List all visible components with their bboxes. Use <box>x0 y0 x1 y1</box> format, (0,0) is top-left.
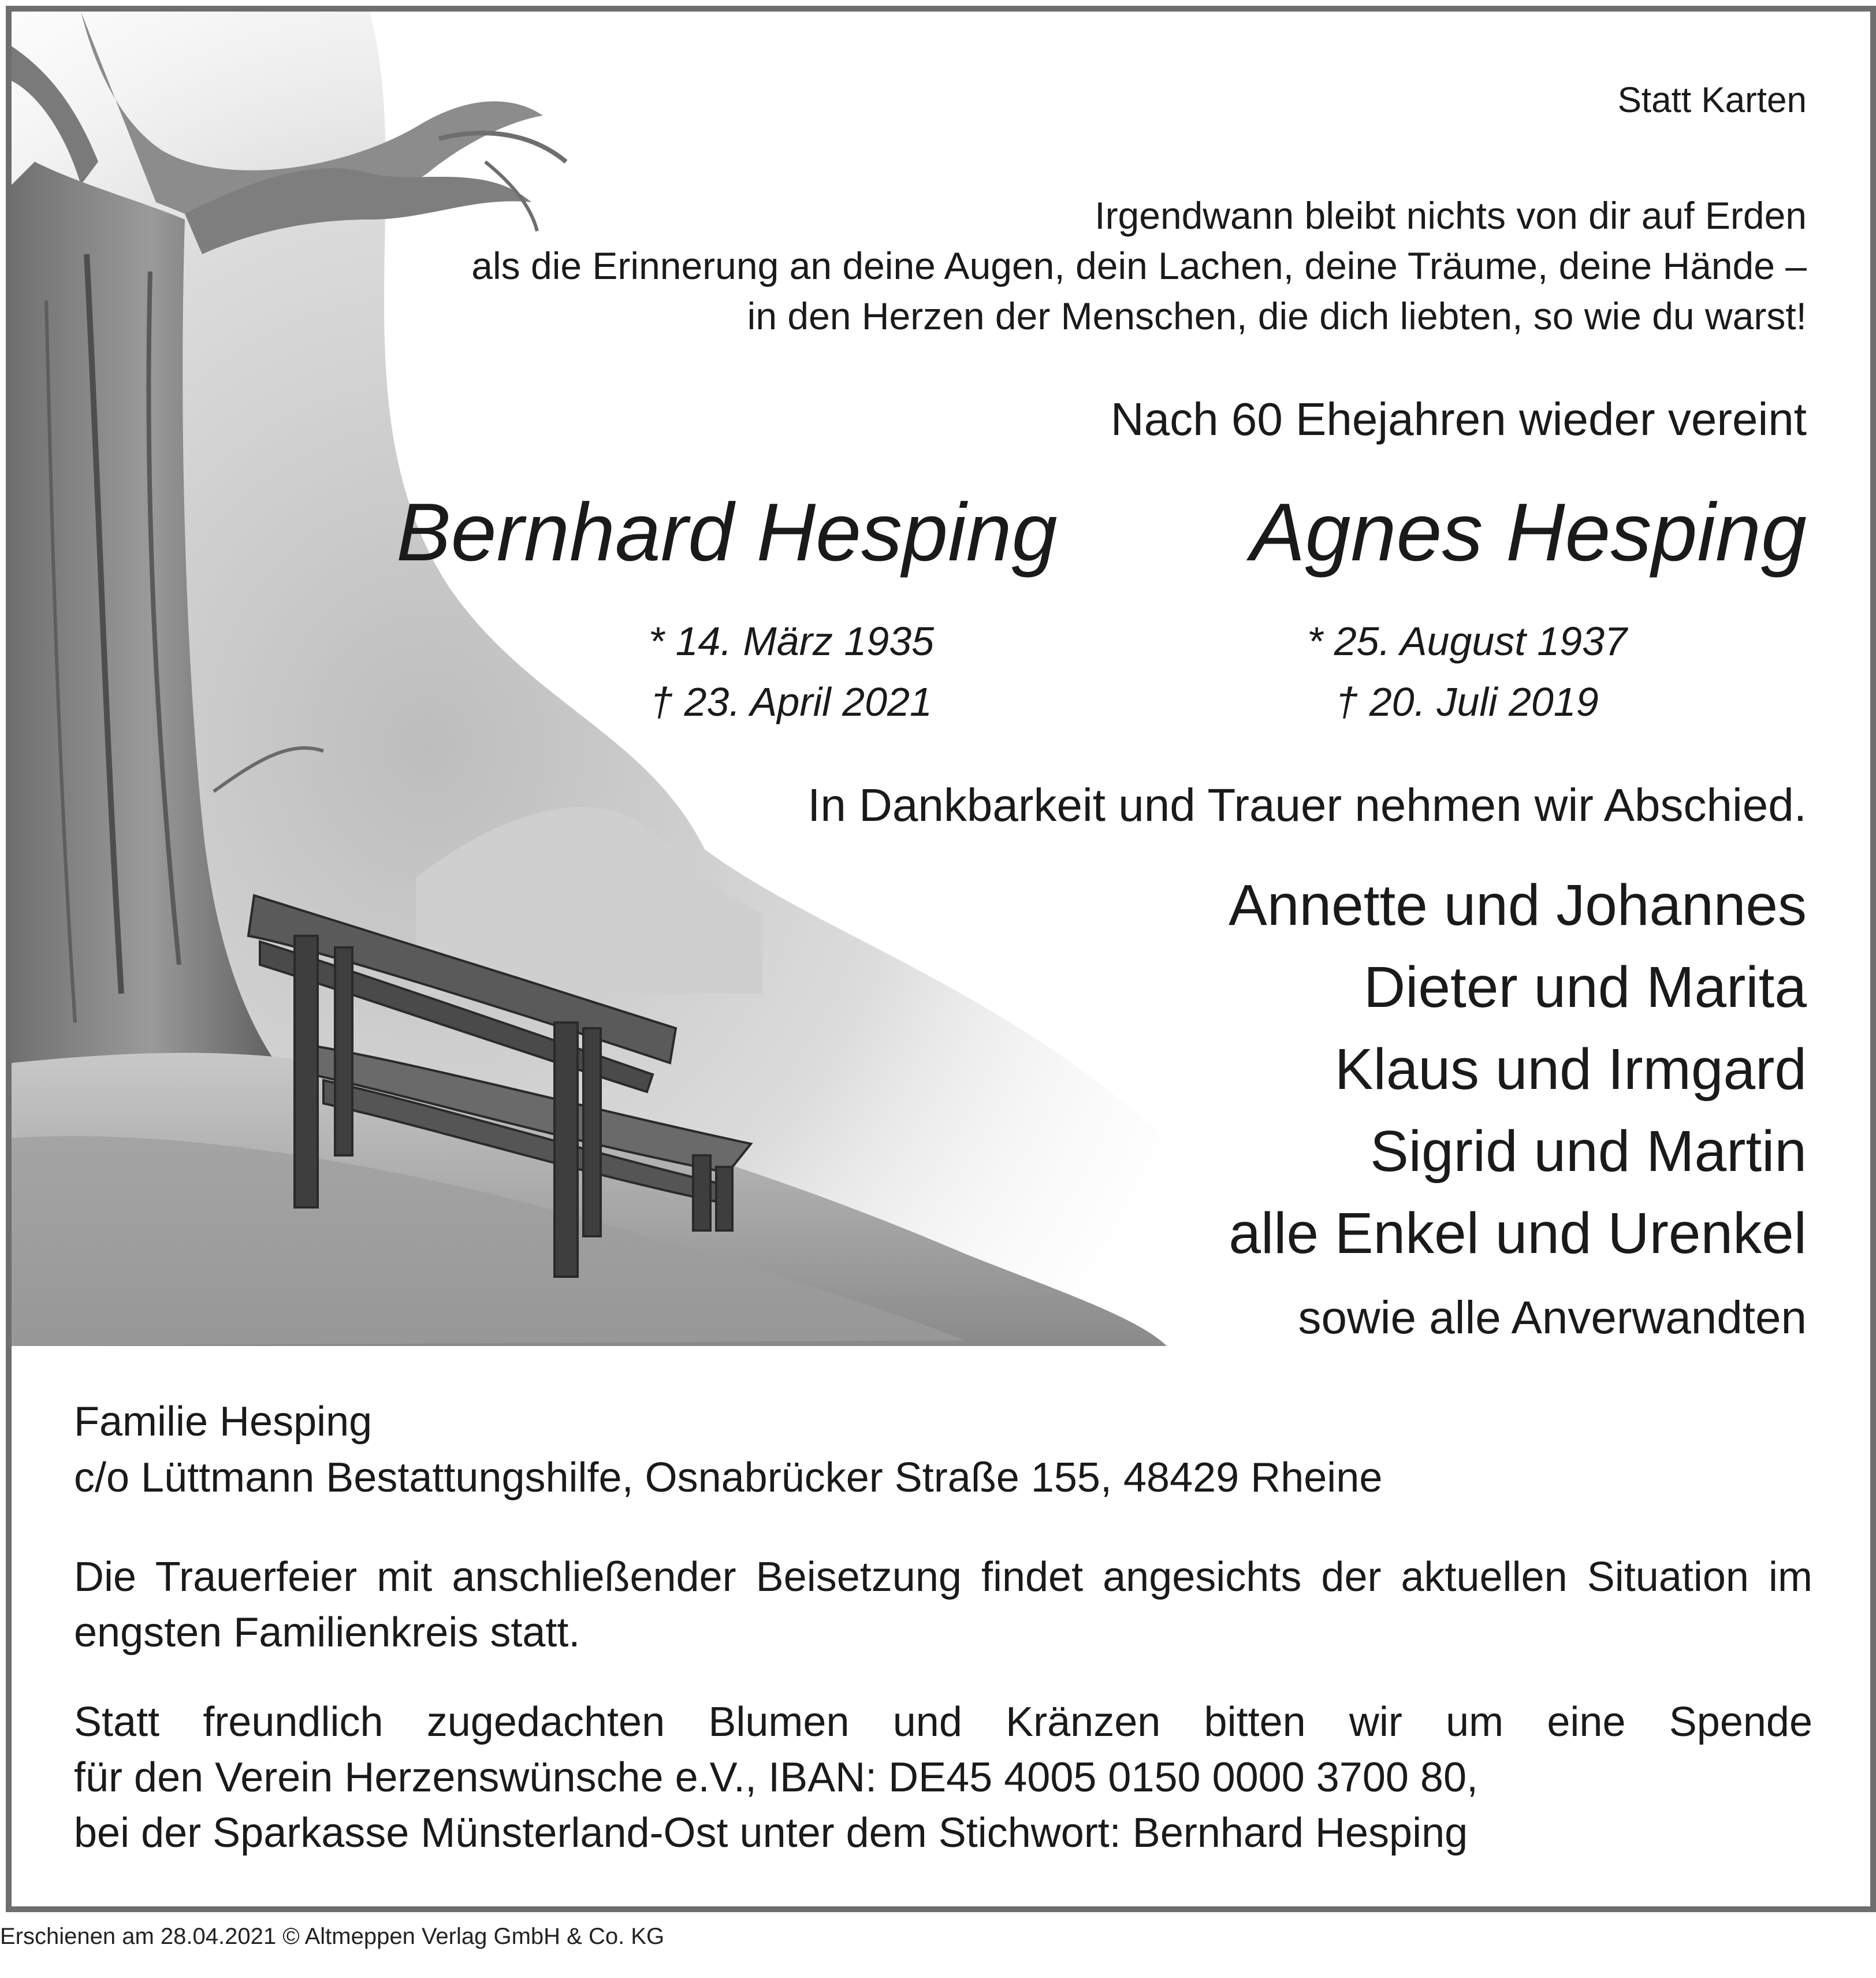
ceremony-text: Die Trauerfeier mit anschließender Beisetzung findet angesichts der aktuellen Situation im engsten Familienkreis statt. <box>74 1554 1812 1656</box>
mourner-5: alle Enkel und Urenkel <box>1229 1201 1807 1266</box>
intro-line: Nach 60 Ehejahren wieder vereint <box>1110 393 1807 445</box>
poem-line-2: als die Erinnerung an deine Augen, dein Lachen, deine Träume, deine Hände – <box>471 244 1807 287</box>
contact-address: c/o Lüttmann Bestattungshilfe, Osnabrücker Straße 155, 48429 Rheine <box>74 1455 1383 1501</box>
mourner-3: Klaus und Irmgard <box>1334 1037 1807 1102</box>
mourner-extra: sowie alle Anverwandten <box>1298 1292 1807 1343</box>
poem-line-3: in den Herzen der Menschen, die dich liebten, so wie du warst! <box>747 295 1807 337</box>
name-bernhard: Bernhard Hesping <box>396 486 1058 578</box>
name-agnes: Agnes Hesping <box>1250 486 1807 578</box>
obituary-card <box>6 6 1876 1912</box>
mourner-1: Annette und Johannes <box>1229 873 1807 938</box>
statt-karten-note: Statt Karten <box>1617 80 1807 120</box>
farewell-line: In Dankbarkeit und Trauer nehmen wir Abschied. <box>807 779 1807 831</box>
bernhard-died: † 23. April 2021 <box>650 679 932 724</box>
mourner-4: Sigrid und Martin <box>1370 1119 1807 1184</box>
publication-footer: Erschienen am 28.04.2021 © Altmeppen Verlag GmbH & Co. KG <box>0 1924 665 1949</box>
agnes-died: † 20. Juli 2019 <box>1335 679 1599 724</box>
poem-line-1: Irgendwann bleibt nichts von dir auf Erden <box>1095 194 1807 237</box>
bernhard-born: * 14. März 1935 <box>648 619 935 664</box>
agnes-born: * 25. August 1937 <box>1307 619 1627 664</box>
mourner-2: Dieter und Marita <box>1364 955 1807 1020</box>
donation-line-1: Statt freundlich zugedachten Blumen und Kränzen bitten wir um eine Spende <box>74 1699 1812 1745</box>
donation-line-2: für den Verein Herzenswünsche e.V., IBAN: DE45 4005 0150 0000 3700 80, <box>74 1754 1479 1801</box>
donation-line-3: bei der Sparkasse Münsterland-Ost unter dem Stichwort: Bernhard Hesping <box>74 1810 1468 1856</box>
contact-family: Familie Hesping <box>74 1399 373 1445</box>
